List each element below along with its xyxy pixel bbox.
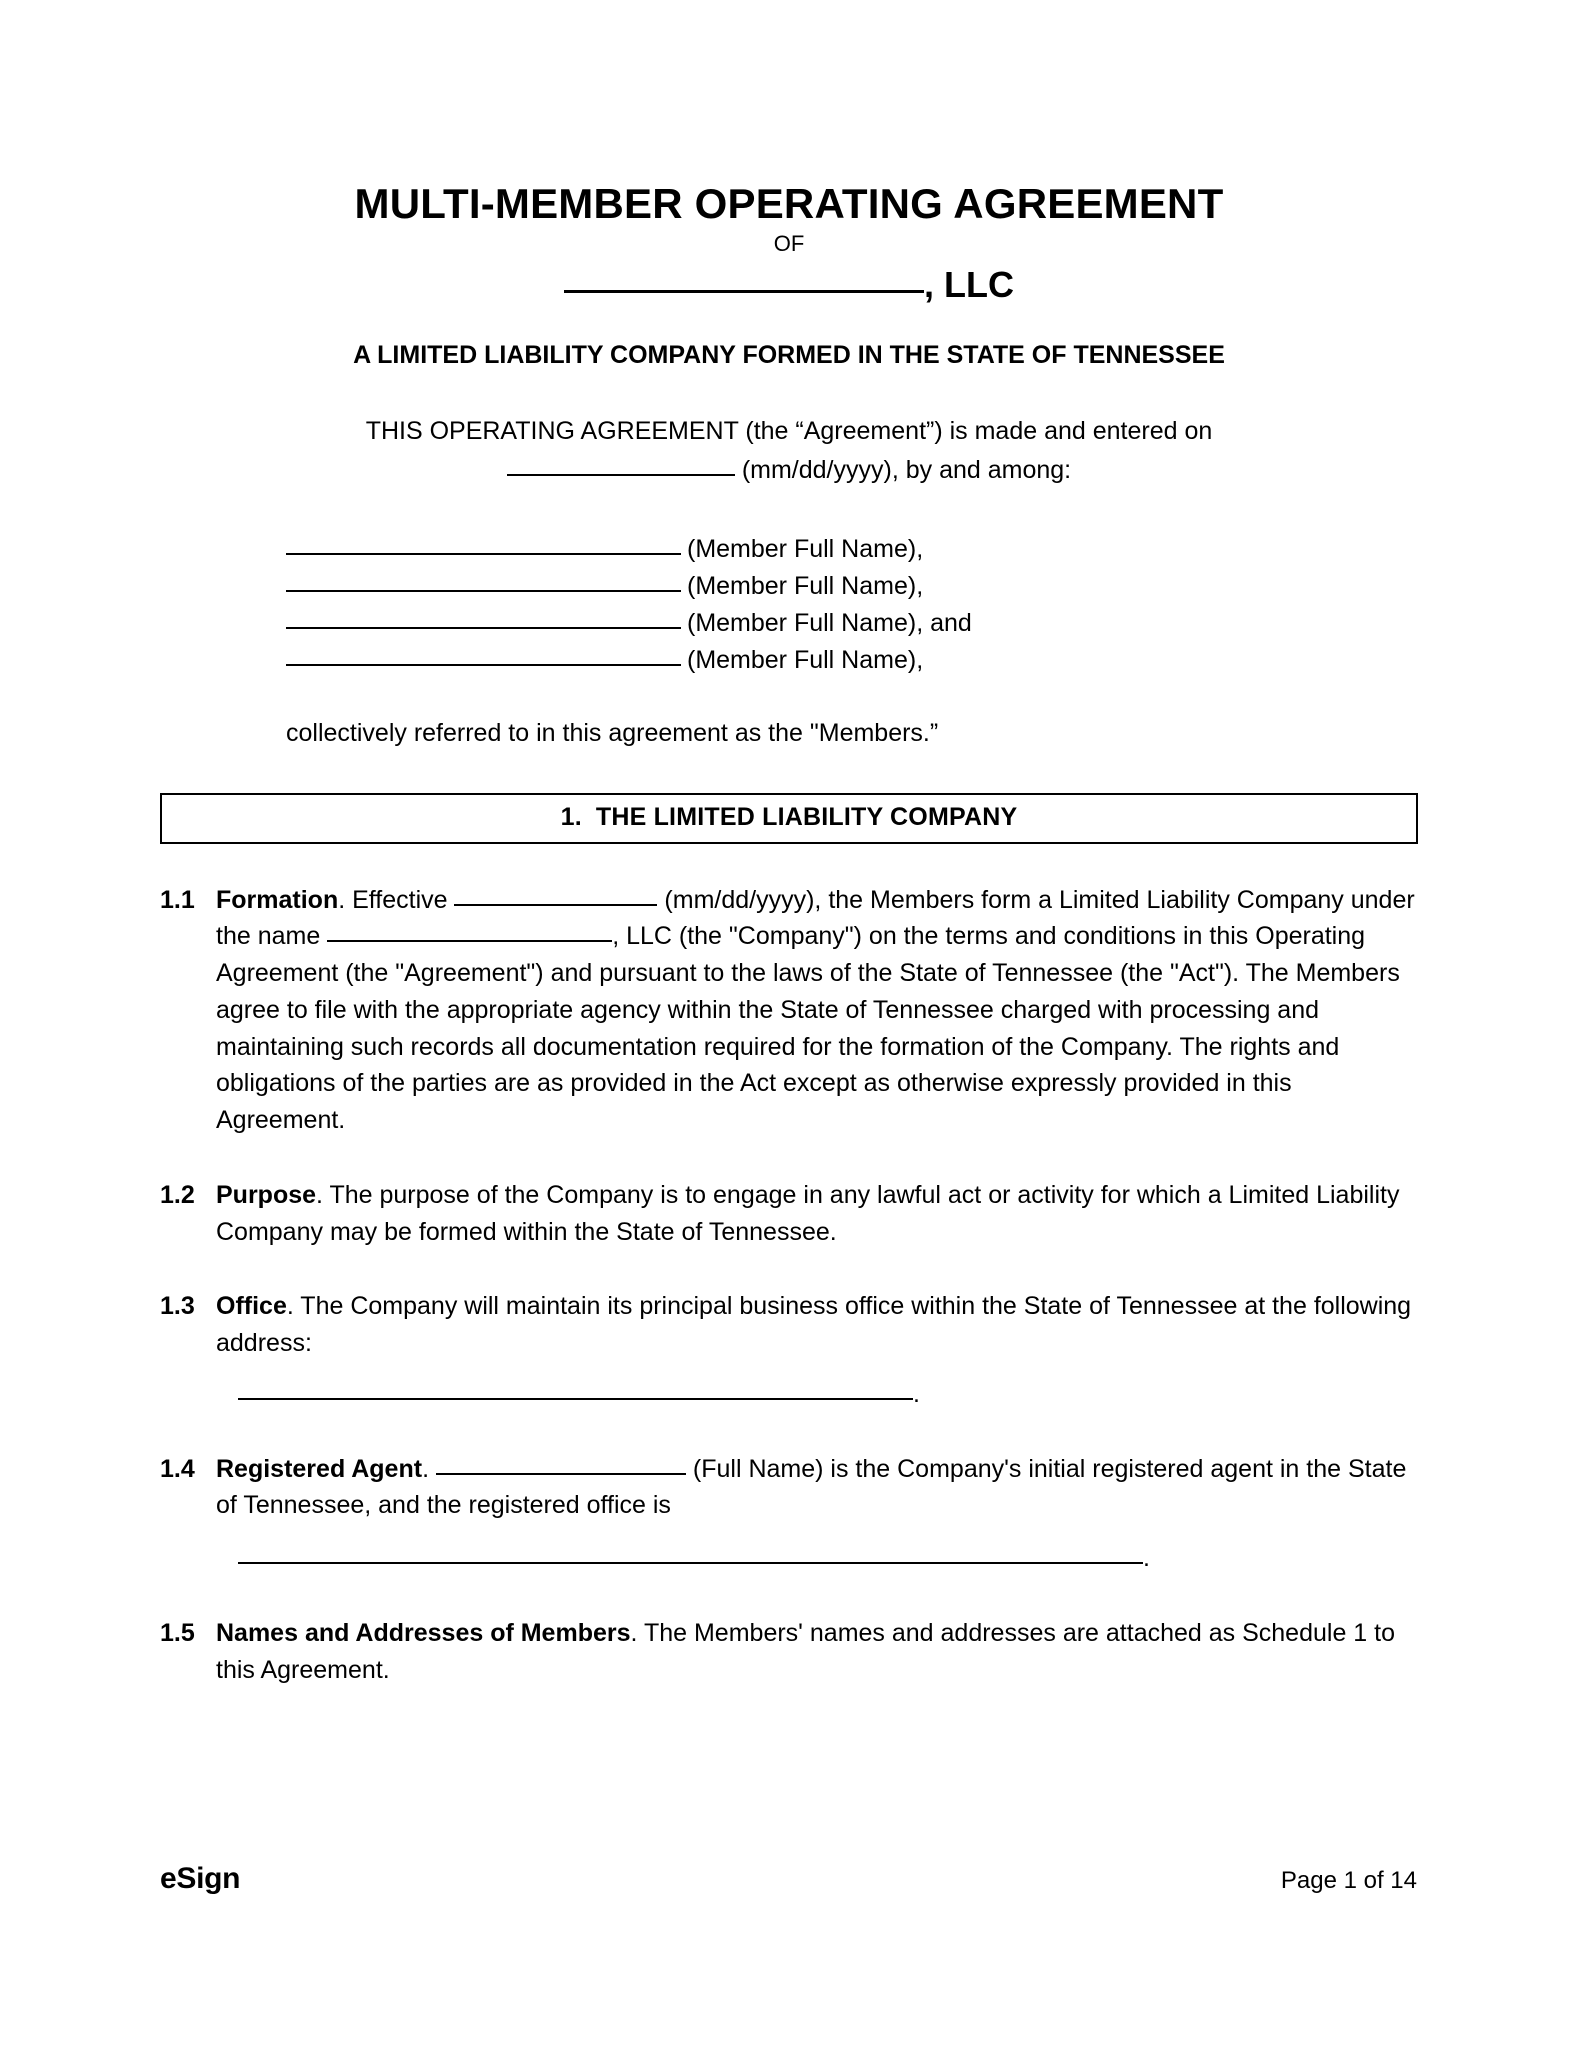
registered-agent-name-blank[interactable] xyxy=(436,1453,686,1475)
clause-heading: Names and Addresses of Members xyxy=(216,1618,631,1647)
clause-text-a: . xyxy=(422,1454,436,1483)
registered-office-period: . xyxy=(1143,1544,1150,1573)
intro-line-1: THIS OPERATING AGREEMENT (the “Agreement”) is made and entered on xyxy=(365,416,1213,445)
clause-number: 1.1 xyxy=(160,885,195,914)
formation-company-name-blank[interactable] xyxy=(327,920,612,942)
clause-text-c: , LLC (the "Company") on the terms and conditions in this Operating Agreement (the "Agreement") and pursuant to the laws of the State of Tennessee (the "Act"). The Members agree to file with the appropriate agency within the State of Tennessee charged with processing and maintaining such records all documentation required for the formation of the Company. The rights and obligations of the parties are as provided in the Act except as otherwise expressly provided in this Agreement. xyxy=(216,922,1400,1135)
intro-line-2 xyxy=(160,453,1418,489)
clause-number: 1.4 xyxy=(160,1454,195,1483)
clause-text-b: (mm/dd/yyyy), the Members form a Limited Liability Company under the name xyxy=(216,885,1415,951)
office-address-line xyxy=(238,1376,1418,1413)
member-row xyxy=(286,531,1418,564)
clause-number: 1.2 xyxy=(160,1180,195,1209)
office-address-period: . xyxy=(913,1379,920,1408)
intro-paragraph xyxy=(160,414,1418,489)
clause-heading: Office xyxy=(216,1292,287,1321)
office-address-blank[interactable] xyxy=(238,1378,913,1400)
member-name-label: (Member Full Name), xyxy=(687,645,924,674)
member-name-blank[interactable] xyxy=(286,531,681,555)
section-number: 1. xyxy=(560,803,582,832)
member-name-list xyxy=(286,531,1418,675)
clause-1-5 xyxy=(160,1615,1418,1689)
member-name-blank[interactable] xyxy=(286,642,681,666)
clause-1-3 xyxy=(160,1288,1418,1412)
document-content xyxy=(160,0,1418,1688)
clause-1-4 xyxy=(160,1451,1418,1577)
member-name-blank[interactable] xyxy=(286,605,681,629)
clause-1-1 xyxy=(160,882,1418,1139)
agreement-date-blank[interactable] xyxy=(507,454,735,476)
clause-heading: Purpose xyxy=(216,1180,317,1209)
member-name-blank[interactable] xyxy=(286,568,681,592)
collectively-statement: collectively referred to in this agreement as the "Members.” xyxy=(286,718,939,747)
document-subtitle: A LIMITED LIABILITY COMPANY FORMED IN THE STATE OF TENNESSEE xyxy=(353,340,1225,369)
clause-text-a: . The purpose of the Company is to engage in any lawful act or activity for which a Limited Liability Company may be formed within the State of Tennessee. xyxy=(216,1180,1400,1246)
member-name-label: (Member Full Name), xyxy=(687,534,924,563)
registered-office-blank[interactable] xyxy=(238,1542,1143,1564)
member-row xyxy=(286,642,1418,675)
clause-text-b: (Full Name) is the Company's initial registered agent in the State of Tennessee, and the registered office is xyxy=(216,1454,1407,1520)
intro-line-2-text: (mm/dd/yyyy), by and among: xyxy=(741,456,1072,485)
page-number: Page 1 of 14 xyxy=(1280,1867,1417,1894)
esign-logo: eSign xyxy=(160,1862,241,1895)
page-footer xyxy=(160,1862,1417,1896)
company-suffix: , LLC xyxy=(924,264,1014,306)
member-row xyxy=(286,605,1418,638)
title-of-word: OF xyxy=(773,231,805,257)
clause-number: 1.3 xyxy=(160,1292,195,1321)
clause-1-2 xyxy=(160,1177,1418,1251)
clause-text-a: . The Company will maintain its principal business office within the State of Tennessee at the following address: xyxy=(216,1292,1412,1358)
clause-heading: Registered Agent xyxy=(216,1454,423,1483)
member-name-label: (Member Full Name), and xyxy=(687,608,972,637)
clause-number: 1.5 xyxy=(160,1618,195,1647)
clause-text-a: . The Members' names and addresses are attached as Schedule 1 to this Agreement. xyxy=(216,1618,1395,1684)
registered-office-line xyxy=(238,1540,1418,1577)
member-row xyxy=(286,568,1418,601)
section-title: THE LIMITED LIABILITY COMPANY xyxy=(595,803,1018,832)
page-title: MULTI-MEMBER OPERATING AGREEMENT xyxy=(354,180,1224,227)
company-name-blank[interactable] xyxy=(564,264,924,293)
section-header-box xyxy=(160,793,1418,844)
formation-date-blank[interactable] xyxy=(454,884,657,906)
member-name-label: (Member Full Name), xyxy=(687,571,924,600)
clause-heading: Formation xyxy=(216,885,339,914)
company-name-line xyxy=(160,264,1418,305)
clause-text-a: . Effective xyxy=(338,885,455,914)
